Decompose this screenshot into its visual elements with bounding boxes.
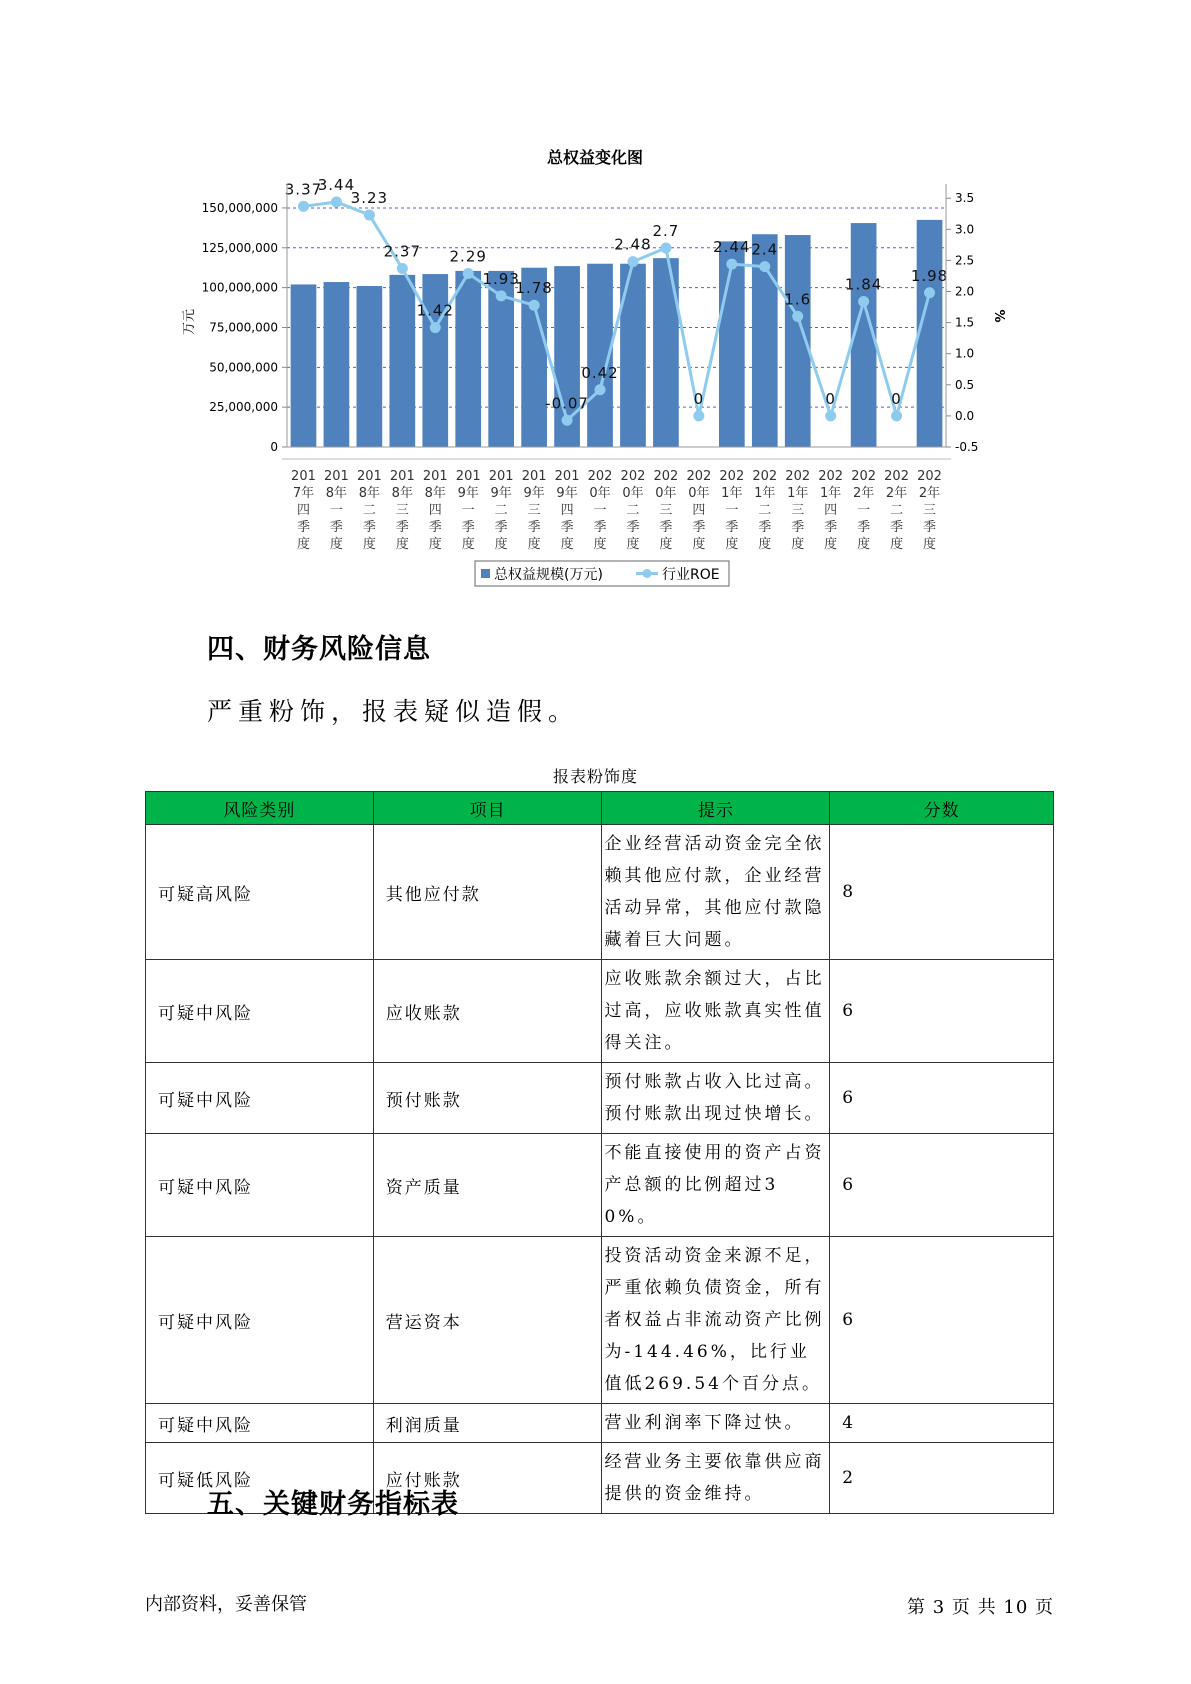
roe-point (627, 256, 638, 267)
x-tick-label: 度 (362, 537, 376, 552)
x-tick-label: 季 (824, 520, 838, 535)
x-tick-label: 1年 (754, 486, 776, 501)
cell-item: 应付账款 (373, 1443, 602, 1514)
table-row (146, 1063, 1054, 1134)
section5-heading: 五、关键财务指标表 (207, 1489, 459, 1520)
roe-data-label: 0.42 (581, 363, 619, 382)
section4-summary: 严重粉饰，报表疑似造假。 (207, 697, 580, 726)
roe-data-label: 1.98 (910, 266, 949, 285)
x-tick-label: 9年 (457, 486, 479, 501)
cell-score: 8 (830, 825, 1054, 960)
x-tick-label: 度 (824, 537, 838, 552)
cell-category: 可疑中风险 (146, 1063, 374, 1134)
equity-bar (455, 271, 481, 447)
cell-item: 应收账款 (373, 960, 602, 1063)
equity-bar (357, 286, 383, 447)
roe-point (595, 384, 606, 395)
y-left-tick-label: 0 (270, 440, 278, 454)
x-tick-label: 度 (560, 537, 574, 552)
x-tick-label: 度 (461, 537, 475, 552)
x-tick-label: 0年 (622, 486, 644, 501)
roe-data-label: 1.6 (784, 290, 812, 309)
roe-data-label: 1.84 (844, 275, 883, 294)
x-tick-label: 8年 (424, 486, 446, 501)
cell-score: 6 (830, 1237, 1054, 1404)
cell-category: 可疑中风险 (146, 1134, 374, 1237)
x-tick-label: 1年 (721, 486, 743, 501)
x-tick-label: 202 (818, 469, 844, 484)
cell-score: 6 (830, 1134, 1054, 1237)
equity-bar (719, 241, 745, 447)
x-tick-label: 四 (692, 503, 706, 518)
y-left-tick-label: 125,000,000 (201, 240, 278, 255)
x-tick-label: 四 (428, 503, 442, 518)
x-tick-label: 201 (554, 469, 580, 484)
header-category: 风险类别 (146, 792, 374, 825)
cell-hint: 经营业务主要依靠供应商提供的资金维持。 (602, 1443, 830, 1514)
x-tick-label: 季 (758, 520, 772, 535)
roe-point (693, 410, 704, 421)
y-right-tick-label: -0.5 (955, 440, 979, 454)
roe-data-label: 3.44 (317, 175, 356, 194)
footer-confidential: 内部资料，妥善保管 (145, 1594, 307, 1615)
y-right-tick-label: 1.5 (955, 315, 975, 330)
roe-point (463, 268, 474, 279)
x-tick-label: 7年 (292, 486, 315, 501)
x-tick-label: 度 (857, 537, 871, 552)
roe-data-label: 1.93 (482, 269, 520, 288)
cell-item: 资产质量 (373, 1134, 602, 1237)
table-row (146, 960, 1054, 1063)
x-tick-label: 季 (395, 520, 409, 535)
roe-point (397, 263, 408, 274)
x-tick-label: 四 (296, 503, 310, 518)
x-tick-label: 2年 (918, 486, 941, 501)
x-tick-label: 季 (725, 520, 739, 535)
x-tick-label: 度 (890, 537, 904, 552)
x-tick-label: 0年 (589, 486, 611, 501)
y-left-tick-label: 100,000,000 (201, 280, 278, 295)
legend-bar-swatch (481, 569, 490, 578)
x-tick-label: 1年 (820, 486, 842, 501)
x-tick-label: 201 (521, 469, 547, 484)
x-tick-label: 度 (725, 537, 739, 552)
x-tick-label: 四 (560, 503, 574, 518)
cell-hint: 营业利润率下降过快。 (602, 1404, 830, 1443)
roe-point (792, 311, 803, 322)
roe-point (529, 300, 540, 311)
roe-point (825, 410, 836, 421)
x-tick-label: 季 (923, 520, 937, 535)
cell-score: 2 (830, 1443, 1054, 1514)
x-tick-label: 度 (692, 537, 706, 552)
roe-point (331, 196, 342, 207)
x-tick-label: 度 (395, 537, 409, 552)
y-right-tick-label: 0.0 (955, 408, 975, 423)
x-tick-label: 201 (324, 469, 349, 484)
x-tick-label: 二 (626, 503, 640, 518)
roe-data-label: 0 (825, 389, 836, 408)
x-tick-label: 二 (758, 503, 772, 518)
x-tick-label: 三 (395, 503, 409, 518)
x-tick-label: 度 (428, 537, 442, 552)
x-tick-label: 二 (890, 503, 904, 518)
cell-category: 可疑低风险 (146, 1443, 374, 1514)
roe-point (430, 322, 441, 333)
legend-bar-label: 总权益规模(万元) (494, 567, 603, 583)
y-right-tick-label: 0.5 (955, 377, 975, 392)
x-tick-label: 季 (890, 520, 904, 535)
table-row (146, 1134, 1054, 1237)
x-tick-label: 一 (329, 503, 343, 518)
x-tick-label: 季 (560, 520, 574, 535)
equity-chart (0, 0, 1191, 600)
roe-data-label: 3.23 (350, 189, 389, 208)
roe-data-label: 0 (693, 389, 705, 408)
x-tick-label: 202 (587, 469, 613, 484)
roe-data-label: 2.48 (614, 235, 652, 254)
x-tick-label: 8年 (391, 486, 413, 501)
x-tick-label: 201 (389, 469, 415, 484)
x-tick-label: 201 (422, 469, 448, 484)
equity-bar (422, 274, 448, 447)
y-left-tick-label: 150,000,000 (201, 200, 278, 215)
x-tick-label: 季 (362, 520, 376, 535)
roe-data-label: 0 (891, 389, 902, 408)
cell-hint: 不能直接使用的资产占资产总额的比例超过30%。 (602, 1134, 830, 1237)
x-tick-label: 202 (917, 469, 942, 484)
x-tick-label: 季 (428, 520, 442, 535)
roe-point (726, 259, 737, 270)
cell-category: 可疑中风险 (146, 960, 374, 1063)
x-tick-label: 度 (329, 537, 343, 552)
x-tick-label: 度 (527, 537, 541, 552)
roe-data-label: 2.37 (383, 242, 422, 261)
x-tick-label: 季 (494, 520, 508, 535)
cell-score: 4 (830, 1404, 1054, 1443)
x-tick-label: 0年 (688, 486, 710, 501)
table-header-row (146, 792, 1054, 825)
x-tick-label: 三 (659, 503, 673, 518)
cell-hint: 应收账款余额过大，占比过高，应收账款真实性值得关注。 (602, 960, 830, 1063)
x-tick-label: 202 (620, 469, 646, 484)
x-tick-label: 季 (692, 520, 706, 535)
table-row (146, 825, 1054, 960)
x-tick-label: 度 (593, 537, 607, 552)
x-tick-label: 8年 (325, 486, 348, 501)
chart-title: 总权益变化图 (546, 148, 644, 167)
roe-point (891, 410, 902, 421)
cell-hint: 投资活动资金来源不足，严重依赖负债资金，所有者权益占非流动资产比例为-144.46%，比行业值低269.54个百分点。 (602, 1237, 830, 1404)
roe-point (759, 261, 770, 272)
line-series (285, 176, 948, 426)
table-row (146, 1237, 1054, 1404)
x-tick-label: 202 (785, 469, 811, 484)
x-tick-label: 度 (791, 537, 805, 552)
x-tick-label: 四 (824, 503, 838, 518)
cell-category: 可疑中风险 (146, 1237, 374, 1404)
roe-data-label: 2.29 (449, 247, 487, 266)
x-tick-label: 202 (719, 469, 745, 484)
y-right-tick-label: 3.5 (955, 191, 975, 206)
x-tick-label: 度 (626, 537, 640, 552)
cell-hint: 预付账款占收入比过高。预付账款出现过快增长。 (602, 1063, 830, 1134)
x-tick-label: 201 (455, 469, 481, 484)
roe-data-label: 1.42 (416, 301, 454, 320)
x-tick-label: 季 (461, 520, 475, 535)
x-tick-label: 度 (758, 537, 772, 552)
x-tick-label: 201 (356, 469, 382, 484)
x-tick-label: 202 (884, 469, 909, 484)
x-tick-label: 202 (653, 469, 679, 484)
risk-table (145, 791, 1054, 1514)
y-left-tick-label: 50,000,000 (209, 360, 278, 375)
x-tick-label: 度 (659, 537, 673, 552)
x-tick-label: 9年 (556, 486, 578, 501)
roe-point (924, 287, 935, 298)
y-right-tick-label: 3.0 (955, 222, 975, 237)
x-tick-label: 202 (752, 469, 778, 484)
roe-point (364, 210, 375, 221)
x-tick-label: 季 (659, 520, 673, 535)
x-tick-label: 季 (791, 520, 805, 535)
equity-bar (917, 220, 943, 447)
roe-point (660, 242, 671, 253)
cell-category: 可疑高风险 (146, 825, 374, 960)
cell-hint: 企业经营活动资金完全依赖其他应付款，企业经营活动异常，其他应付款隐藏着巨大问题。 (602, 825, 830, 960)
x-tick-label: 度 (923, 537, 937, 552)
x-tick-label: 9年 (490, 486, 512, 501)
x-tick-label: 一 (593, 503, 607, 518)
x-tick-label: 三 (527, 503, 541, 518)
roe-point (562, 415, 573, 426)
cell-category: 可疑中风险 (146, 1404, 374, 1443)
x-tick-label: 三 (923, 503, 937, 518)
x-tick-label: 季 (527, 520, 541, 535)
roe-point (298, 201, 309, 212)
roe-data-label: 2.44 (713, 238, 751, 257)
cell-score: 6 (830, 960, 1054, 1063)
x-tick-label: 9年 (523, 486, 545, 501)
header-item: 项目 (373, 792, 602, 825)
chart-legend (475, 561, 729, 586)
x-tick-label: 二 (494, 503, 508, 518)
section4-heading: 四、财务风险信息 (207, 634, 431, 665)
roe-data-label: -0.07 (545, 394, 589, 413)
cell-item: 其他应付款 (373, 825, 602, 960)
cell-item: 利润质量 (373, 1404, 602, 1443)
table-caption: 报表粉饰度 (552, 767, 638, 786)
x-tick-label: 202 (686, 469, 712, 484)
roe-data-label: 3.37 (284, 180, 323, 199)
y-left-label: 万元 (182, 308, 197, 336)
equity-bar (324, 282, 350, 447)
x-tick-label: 一 (857, 503, 871, 518)
roe-point (858, 296, 869, 307)
cell-item: 营运资本 (373, 1237, 602, 1404)
table-row (146, 1404, 1054, 1443)
x-tick-label: 0年 (655, 486, 677, 501)
y-right-tick-label: 2.0 (955, 284, 975, 299)
x-tick-label: 201 (488, 469, 514, 484)
x-tick-label: 二 (362, 503, 376, 518)
x-tick-label: 季 (296, 520, 310, 535)
header-score: 分数 (830, 792, 1054, 825)
x-tick-label: 度 (494, 537, 508, 552)
x-tick-label: 201 (291, 469, 316, 484)
x-tick-label: 1年 (787, 486, 809, 501)
legend-line-marker (643, 569, 652, 578)
x-tick-label: 8年 (358, 486, 381, 501)
equity-bar (389, 275, 415, 447)
y-right-tick-label: 1.0 (955, 346, 975, 361)
roe-data-label: 2.4 (751, 240, 779, 259)
legend-line-label: 行业ROE (662, 567, 720, 583)
footer-page-number: 第 3 页 共 10 页 (907, 1597, 1054, 1618)
x-tick-label: 季 (857, 520, 871, 535)
roe-data-label: 2.7 (652, 221, 680, 240)
x-tick-label: 2年 (852, 486, 875, 501)
x-tick-label: 2年 (885, 486, 908, 501)
header-hint: 提示 (602, 792, 830, 825)
x-tick-label: 一 (725, 503, 739, 518)
x-tick-label: 季 (626, 520, 640, 535)
x-tick-label: 度 (296, 537, 310, 552)
x-tick-label: 季 (593, 520, 607, 535)
x-tick-label: 三 (791, 503, 805, 518)
cell-score: 6 (830, 1063, 1054, 1134)
y-right-label: % (991, 309, 1006, 323)
x-tick-label: 一 (461, 503, 475, 518)
y-left-tick-label: 25,000,000 (209, 400, 278, 415)
x-tick-label: 202 (851, 469, 877, 484)
y-left-tick-label: 75,000,000 (209, 320, 278, 335)
y-right-tick-label: 2.5 (955, 253, 975, 268)
equity-bar (291, 284, 317, 447)
cell-item: 预付账款 (373, 1063, 602, 1134)
roe-point (496, 290, 507, 301)
x-tick-label: 季 (329, 520, 343, 535)
roe-data-label: 1.78 (515, 279, 553, 298)
